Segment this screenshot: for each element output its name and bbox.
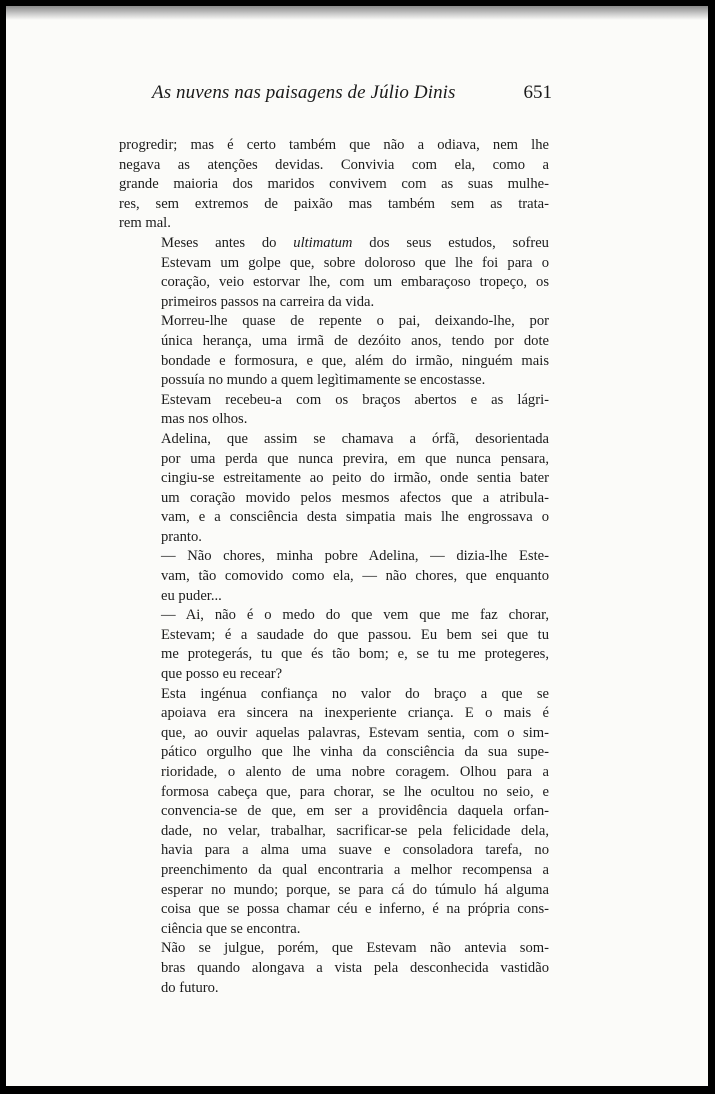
text-line: formosa cabeça que, para chorar, se lhe ocultou no seio, e bbox=[161, 783, 549, 800]
paragraph bbox=[119, 312, 549, 390]
text-line: que, ao ouvir aquelas palavras, Estevam sentia, com o sim- bbox=[161, 724, 549, 741]
text-line: Estevam um golpe que, sobre doloroso que lhe foi para o bbox=[161, 254, 549, 271]
body-text bbox=[119, 136, 549, 998]
text-line: pático orgulho que lhe vinha da consciência da sua supe- bbox=[161, 744, 549, 761]
text-line: havia para a alma uma suave e consoladora tarefa, no bbox=[161, 842, 549, 859]
text-line: progredir; mas é certo também que não a odiava, nem lhe bbox=[119, 137, 549, 153]
text-line: coisa que se possa chamar céu e inferno, é na própria cons- bbox=[161, 901, 549, 918]
text-line: grande maioria dos maridos convivem com as suas mulhe- bbox=[119, 176, 549, 193]
text-line: possuía no mundo a quem legìtimamente se encostasse. bbox=[161, 372, 486, 389]
text-line: Esta ingénua confiança no valor do braço a que se bbox=[161, 685, 549, 702]
text-line: me protegerás, tu que és tão bom; e, se tu me protegeres, bbox=[161, 646, 549, 663]
text-line: Estevam recebeu-a com os braços abertos e as lágri- bbox=[161, 391, 549, 408]
text-line: dade, no velar, trabalhar, sacrificar-se pela felicidade dela, bbox=[161, 822, 549, 839]
text-line: res, sem extremos de paixão mas também sem as trata- bbox=[119, 195, 549, 212]
text-segment: dos seus estudos, sofreu bbox=[352, 234, 549, 251]
text-line: convencia-se de que, em ser a providência daquela orfan- bbox=[161, 803, 549, 820]
text-line: bondade e formosura, e que, além do irmão, ninguém mais bbox=[161, 352, 549, 369]
text-line: vam, e a consciência desta simpatia mais lhe engrossava o bbox=[161, 509, 549, 526]
text-line: única herança, uma irmã de dezóito anos, tendo por dote bbox=[161, 332, 549, 349]
text-line: por uma perda que nunca previra, em que nunca pensara, bbox=[161, 450, 549, 467]
text-line: bras quando alongava a vista pela desconhecida vastidão bbox=[161, 959, 549, 976]
text-line: pranto. bbox=[161, 528, 202, 545]
text-line: Estevam; é a saudade do que passou. Eu bem sei que tu bbox=[161, 626, 549, 643]
text-line: negava as atenções devidas. Convivia com ela, como a bbox=[119, 156, 549, 173]
text-line: eu puder... bbox=[161, 587, 222, 604]
text-line: Morreu-lhe quase de repente o pai, deixando-lhe, por bbox=[161, 313, 549, 330]
text-line: Não se julgue, porém, que Estevam não antevia som- bbox=[161, 940, 549, 957]
text-line: preenchimento da qual encontraria a melhor recompensa a bbox=[161, 861, 549, 878]
running-header bbox=[152, 82, 552, 104]
paragraph bbox=[119, 606, 549, 684]
text-line: coração, veio estorvar lhe, com um embaraçoso tropeço, os bbox=[161, 274, 549, 291]
text-line: Adelina, que assim se chamava a órfã, desorientada bbox=[161, 430, 549, 447]
text-line: mas nos olhos. bbox=[161, 411, 248, 428]
text-segment: Meses antes do bbox=[161, 234, 294, 251]
text-line: rem mal. bbox=[119, 215, 171, 232]
text-line: apoiava era sincera na inexperiente criança. E o mais é bbox=[161, 705, 549, 722]
paragraph bbox=[119, 136, 549, 234]
text-line: cingiu-se estreitamente ao peito do irmão, onde sentia bater bbox=[161, 470, 549, 487]
paragraph bbox=[119, 391, 549, 430]
page-number: 651 bbox=[523, 82, 552, 103]
text-line: vam, tão comovido como ela, — não chores, que enquanto bbox=[161, 568, 549, 585]
running-title: As nuvens nas paisagens de Júlio Dinis bbox=[152, 82, 456, 103]
text-line: rioridade, o alento de uma nobre coragem. Olhou para a bbox=[161, 764, 549, 780]
paragraph bbox=[119, 939, 549, 998]
paragraph bbox=[119, 547, 549, 606]
paragraph bbox=[119, 430, 549, 548]
text-line: um coração movido pelos mesmos afectos que a atribula- bbox=[161, 489, 549, 506]
text-line: — Ai, não é o medo do que vem que me faz chorar, bbox=[161, 607, 549, 624]
text-line: do futuro. bbox=[161, 979, 219, 996]
italic-term: ultimatum bbox=[293, 234, 353, 251]
book-page bbox=[6, 6, 708, 1086]
text-line: — Não chores, minha pobre Adelina, — dizia-lhe Este- bbox=[161, 548, 549, 565]
text-line: esperar no mundo; porque, se para cá do túmulo há alguma bbox=[161, 881, 549, 898]
paragraph bbox=[119, 234, 549, 312]
text-line bbox=[119, 234, 549, 254]
text-line: ciência que se encontra. bbox=[161, 920, 301, 937]
paragraph bbox=[119, 685, 549, 940]
text-line: que posso eu recear? bbox=[161, 666, 283, 683]
text-line: primeiros passos na carreira da vida. bbox=[161, 293, 375, 310]
